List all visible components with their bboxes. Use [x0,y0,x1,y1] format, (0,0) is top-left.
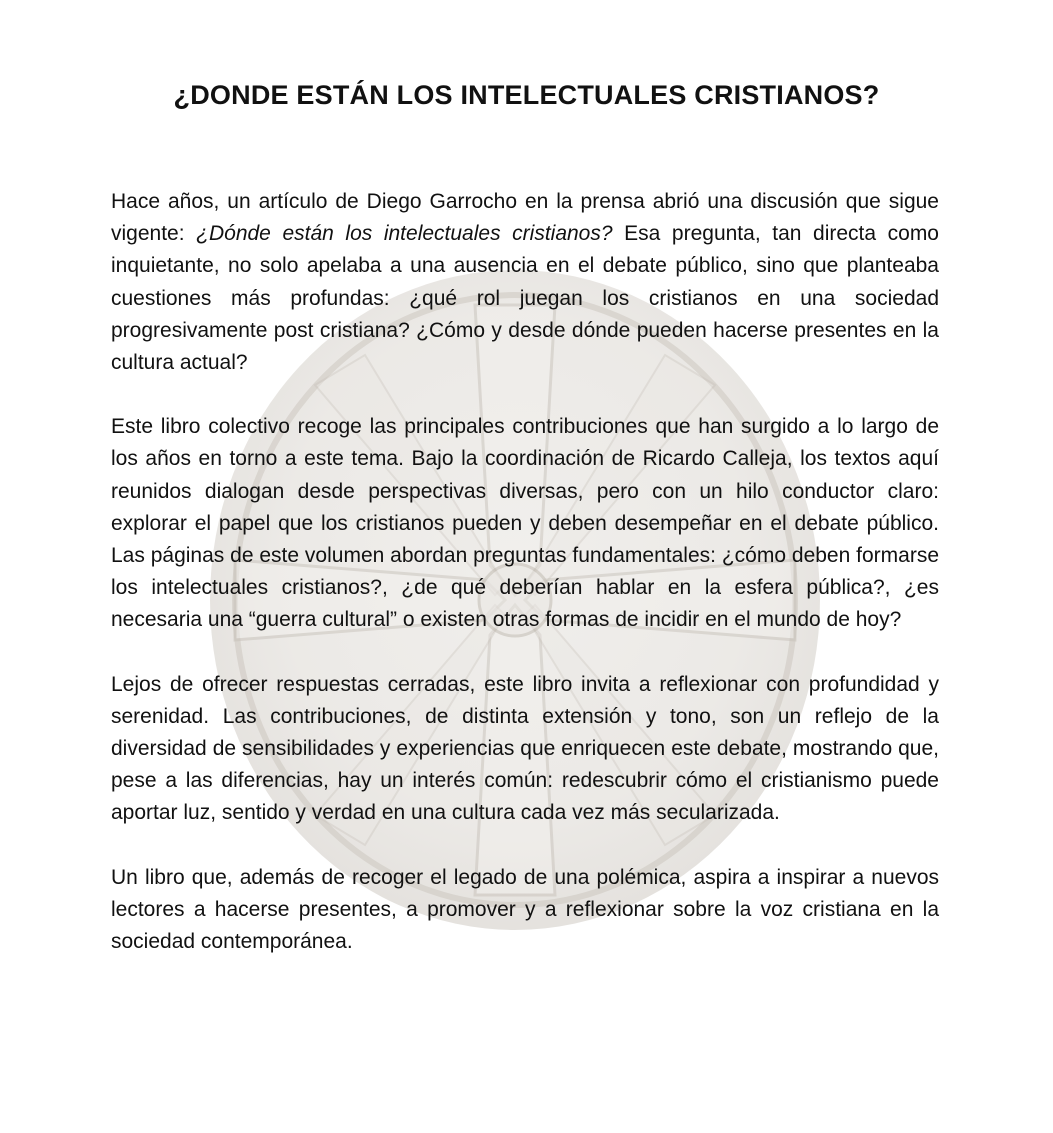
paragraph-1-text-end: Esa pregunta, tan directa como inquietante, no solo apelaba a una ausencia en el debate público, sino que planteaba cuestiones más profundas: ¿qué rol juegan los cristianos en una sociedad progresivamente post cristiana? ¿Cómo y desde dónde pueden hacerse presentes en la cultura actual? [111,222,939,375]
paragraph-4: Un libro que, además de recoger el legado de una polémica, aspira a inspirar a nuevos lectores a hacerse presentes, a promover y a reflexionar sobre la voz cristiana en la sociedad contemporánea. [111,865,939,954]
paragraph-1-text-start: Hace años, un artículo de Diego Garrocho en la prensa abrió una discusión que sigue vigente: [111,190,939,246]
paragraph-3: Lejos de ofrecer respuestas cerradas, este libro invita a reflexionar con profundidad y serenidad. Las contribuciones, de distinta extensión y tono, son un reflejo de la diversidad de sensibilidades y experiencias que enriquecen este debate, mostrando que, pese a las diferencias, hay un interés común: redescubrir cómo el cristianismo puede aportar luz, sentido y verdad en una cultura cada vez más secularizada. [111,672,939,825]
paragraph-2: Este libro colectivo recoge las principales contribuciones que han surgido a lo largo de los años en torno a este tema. Bajo la coordinación de Ricardo Calleja, los textos aquí reunidos dialogan desde perspectivas diversas, pero con un hilo conductor claro: explorar el papel que los cristianos pueden y deben desempeñar en el debate público. Las páginas de este volumen abordan preguntas fundamentales: ¿cómo deben formarse los intelectuales cristianos?, ¿de qué deberían hablar en la esfera pública?, ¿es necesaria una “guerra cultural” o existen otras formas de incidir en el mundo de hoy? [111,415,939,632]
paragraph-1-italic-question: ¿Dónde están los intelectuales cristianos? [196,222,613,246]
document-body [111,186,939,990]
paragraph-1 [111,186,939,379]
page-title: ¿DONDE ESTÁN LOS INTELECTUALES CRISTIANOS? [173,80,880,110]
